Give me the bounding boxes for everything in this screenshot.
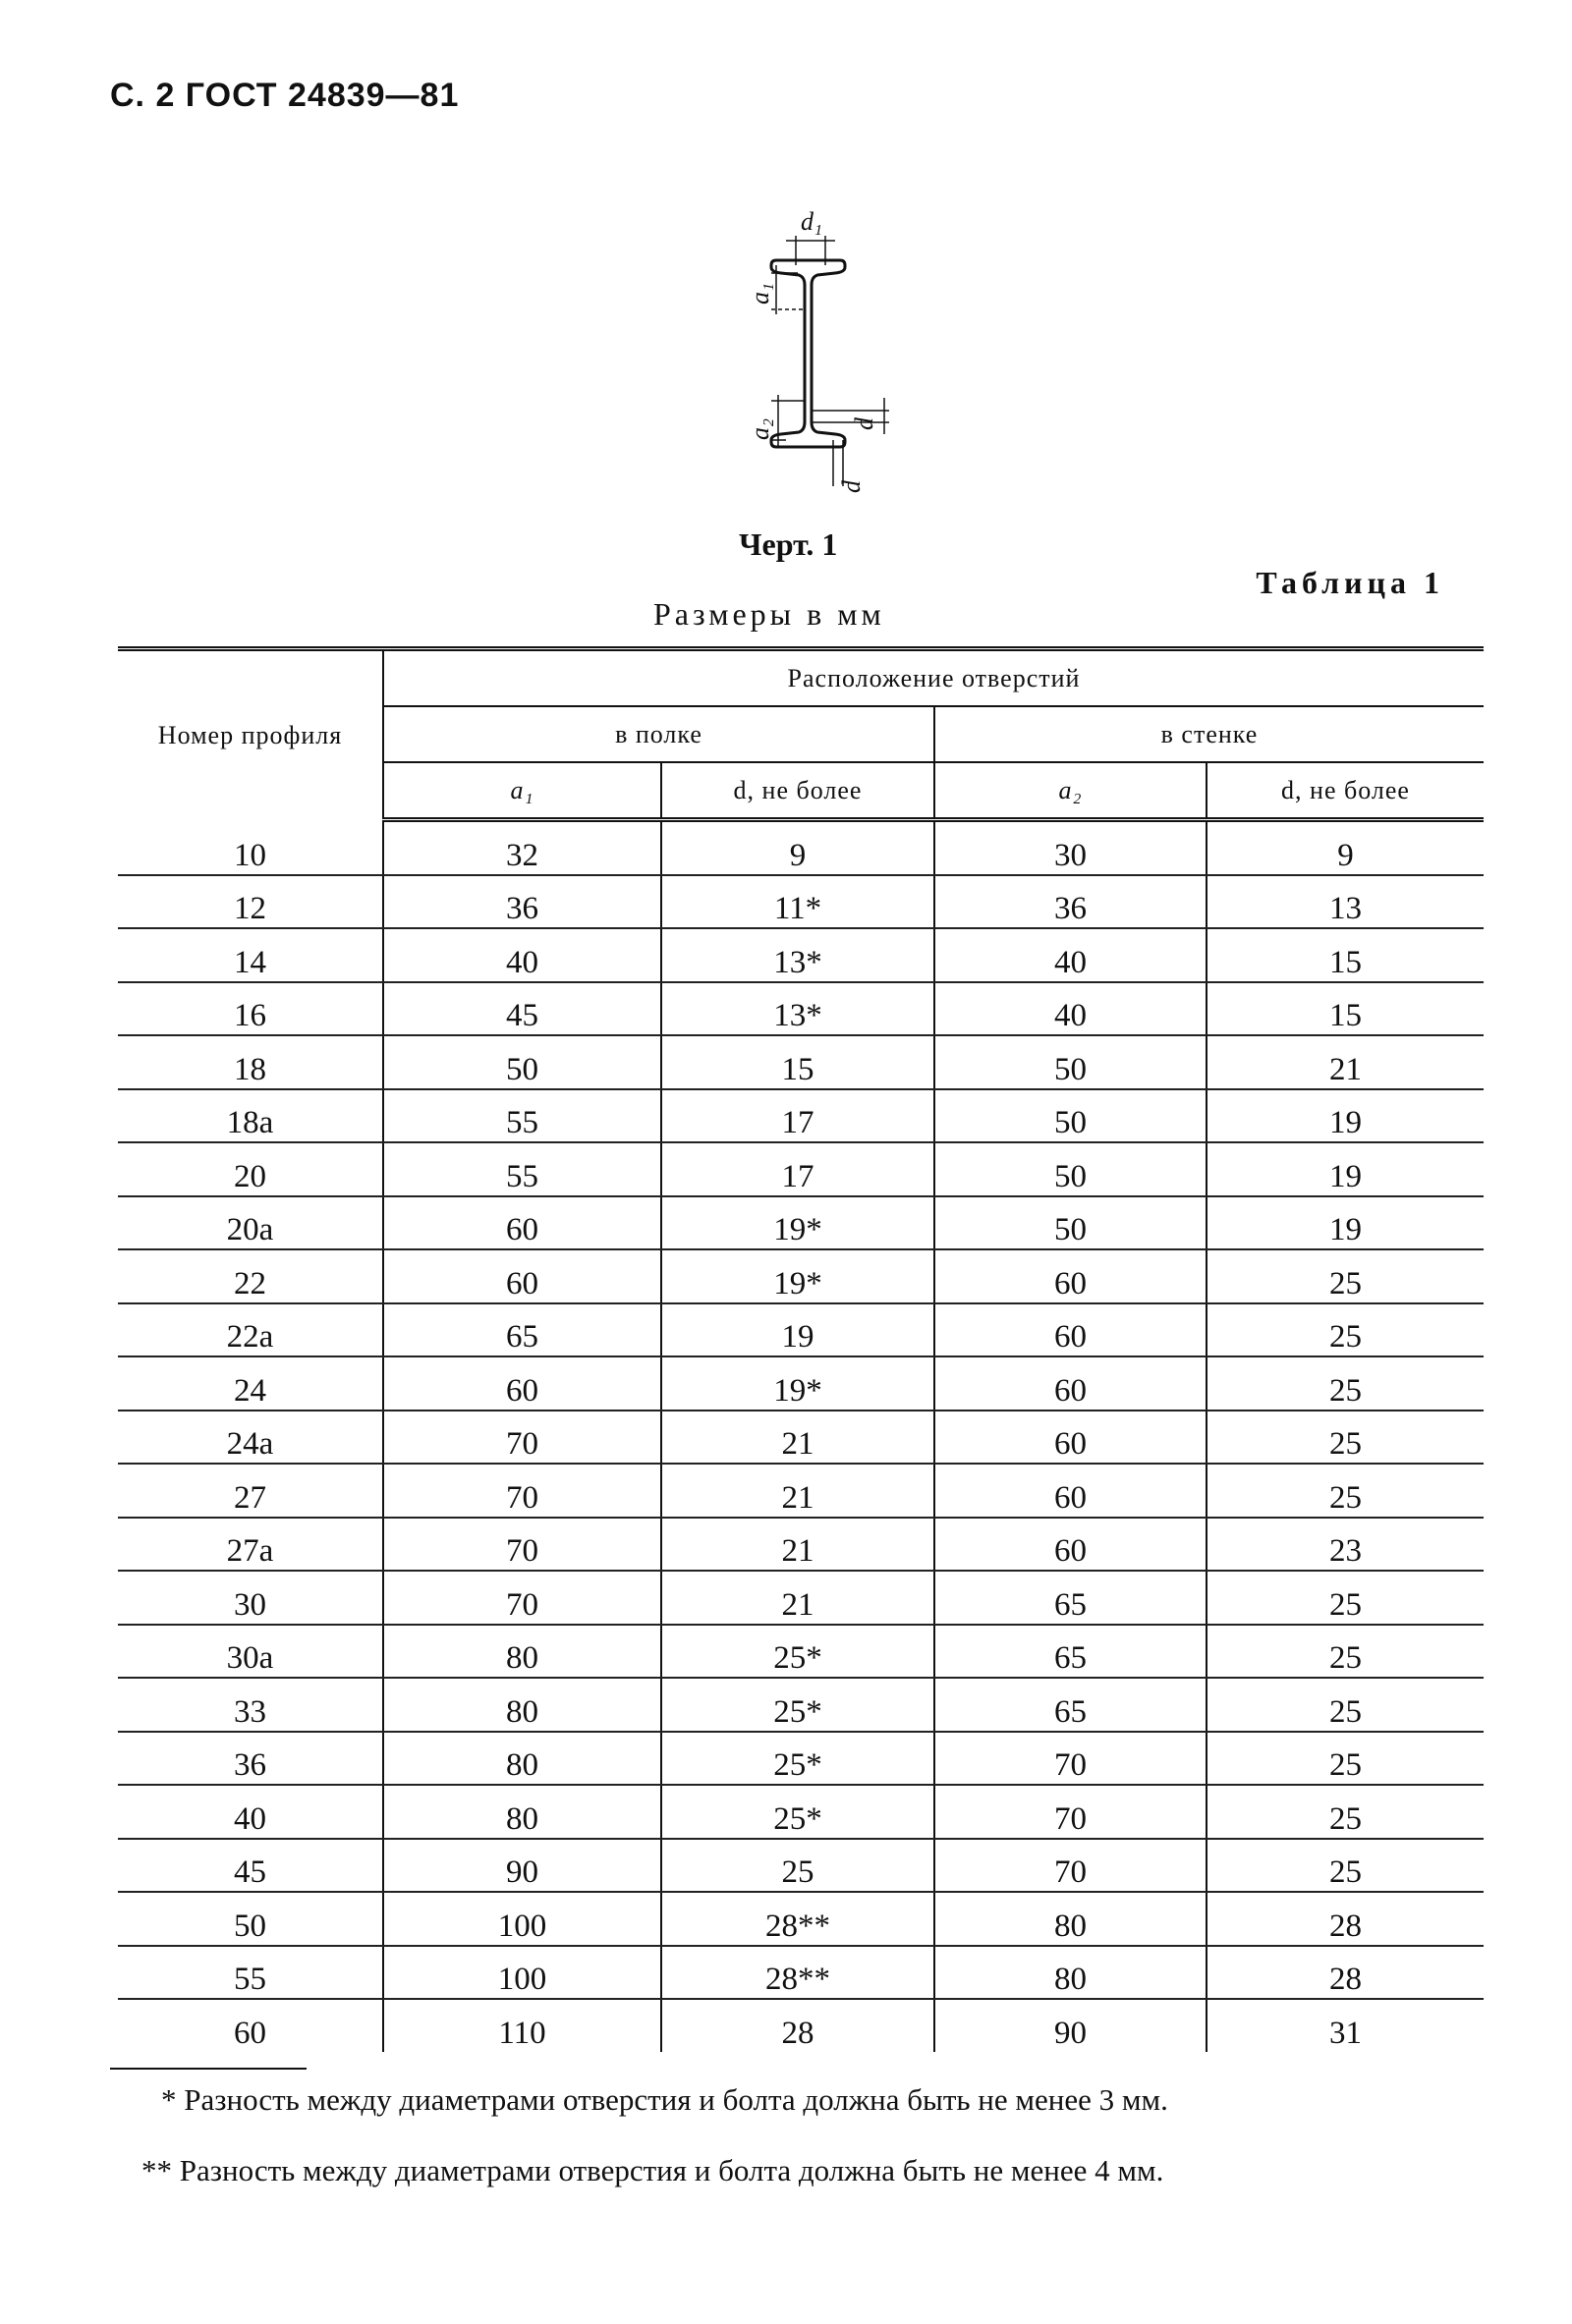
- header-d-flange: d, не более: [661, 762, 934, 820]
- cell-a2: 40: [934, 928, 1207, 982]
- footnote-1: * Разность между диаметрами отверстия и болта должна быть не менее 3 мм.: [161, 2082, 1168, 2117]
- cell-a2: 60: [934, 1356, 1207, 1411]
- cell-profile: 10: [118, 820, 383, 875]
- cell-a2: 36: [934, 875, 1207, 929]
- table-row: [118, 982, 1484, 1036]
- cell-profile: 22: [118, 1249, 383, 1303]
- cell-profile: 27а: [118, 1518, 383, 1572]
- cell-d-flange: 19: [661, 1303, 934, 1357]
- table-row: [118, 1303, 1484, 1357]
- cell-d-web: 15: [1207, 982, 1484, 1036]
- cell-profile: 60: [118, 1999, 383, 2052]
- table-row: [118, 1142, 1484, 1196]
- header-d-web: d, не более: [1207, 762, 1484, 820]
- table-row: [118, 1732, 1484, 1786]
- figure-caption: Черт. 1: [739, 526, 838, 562]
- table-row: [118, 1518, 1484, 1572]
- cell-a2: 60: [934, 1411, 1207, 1465]
- cell-a1: 65: [383, 1303, 661, 1357]
- cell-a1: 70: [383, 1411, 661, 1465]
- cell-a2: 30: [934, 820, 1207, 875]
- cell-a1: 60: [383, 1249, 661, 1303]
- cell-profile: 24: [118, 1356, 383, 1411]
- cell-d-web: 25: [1207, 1464, 1484, 1518]
- cell-d-flange: 21: [661, 1571, 934, 1625]
- table-units: Размеры в мм: [653, 596, 885, 632]
- cell-a2: 70: [934, 1785, 1207, 1839]
- cell-profile: 24а: [118, 1411, 383, 1465]
- cell-profile: 14: [118, 928, 383, 982]
- cell-d-flange: 21: [661, 1518, 934, 1572]
- label-d-web: d: [850, 417, 878, 430]
- cell-a2: 40: [934, 982, 1207, 1036]
- header-a1: a₁: [383, 762, 661, 820]
- cell-d-web: 23: [1207, 1518, 1484, 1572]
- cell-a2: 50: [934, 1142, 1207, 1196]
- cell-a1: 80: [383, 1785, 661, 1839]
- cell-a1: 70: [383, 1464, 661, 1518]
- cell-d-web: 25: [1207, 1839, 1484, 1893]
- table-row: [118, 1999, 1484, 2052]
- cell-d-flange: 21: [661, 1411, 934, 1465]
- cell-d-flange: 25*: [661, 1785, 934, 1839]
- cell-d-web: 25: [1207, 1303, 1484, 1357]
- footnote-2: ** Разность между диаметрами отверстия и болта должна быть не менее 4 мм.: [141, 2153, 1164, 2187]
- table-row: [118, 1892, 1484, 1946]
- cell-d-web: 28: [1207, 1946, 1484, 2000]
- table-row: [118, 1464, 1484, 1518]
- cell-d-flange: 9: [661, 820, 934, 875]
- cell-d-web: 13: [1207, 875, 1484, 929]
- footnote-divider: [110, 2068, 307, 2070]
- table-row: [118, 820, 1484, 875]
- label-d1: d₁: [801, 207, 823, 236]
- table-row: [118, 1946, 1484, 2000]
- cell-d-web: 25: [1207, 1678, 1484, 1732]
- header-web: в стенке: [934, 706, 1484, 762]
- cell-profile: 33: [118, 1678, 383, 1732]
- i-beam-drawing: [688, 187, 924, 521]
- table-row: [118, 875, 1484, 929]
- cell-a1: 36: [383, 875, 661, 929]
- cell-a2: 90: [934, 1999, 1207, 2052]
- cell-a2: 80: [934, 1946, 1207, 2000]
- cell-d-web: 25: [1207, 1625, 1484, 1679]
- cell-d-flange: 21: [661, 1464, 934, 1518]
- table-row: [118, 1678, 1484, 1732]
- cell-a1: 70: [383, 1518, 661, 1572]
- cell-a2: 60: [934, 1518, 1207, 1572]
- cell-a1: 50: [383, 1035, 661, 1089]
- cell-a1: 80: [383, 1678, 661, 1732]
- cell-profile: 27: [118, 1464, 383, 1518]
- cell-d-flange: 19*: [661, 1249, 934, 1303]
- cell-a2: 70: [934, 1732, 1207, 1786]
- label-d-flange: d: [837, 480, 866, 493]
- cell-d-web: 25: [1207, 1785, 1484, 1839]
- dimensions-table: [118, 646, 1484, 2052]
- cell-d-flange: 13*: [661, 982, 934, 1036]
- cell-a2: 50: [934, 1196, 1207, 1250]
- cell-a2: 65: [934, 1571, 1207, 1625]
- cell-profile: 18а: [118, 1089, 383, 1143]
- cell-a1: 100: [383, 1946, 661, 2000]
- label-a2: a₂: [746, 417, 774, 440]
- cell-d-web: 19: [1207, 1089, 1484, 1143]
- cell-d-flange: 19*: [661, 1356, 934, 1411]
- table-row: [118, 1785, 1484, 1839]
- cell-d-flange: 25*: [661, 1678, 934, 1732]
- cell-d-flange: 28: [661, 1999, 934, 2052]
- cell-a2: 50: [934, 1089, 1207, 1143]
- header-location: Расположение отверстий: [383, 649, 1484, 707]
- cell-a1: 55: [383, 1089, 661, 1143]
- cell-d-web: 19: [1207, 1196, 1484, 1250]
- cell-profile: 50: [118, 1892, 383, 1946]
- cell-d-web: 25: [1207, 1732, 1484, 1786]
- table-row: [118, 1196, 1484, 1250]
- table-row: [118, 1411, 1484, 1465]
- table-row: [118, 1249, 1484, 1303]
- cell-profile: 30: [118, 1571, 383, 1625]
- cell-profile: 22а: [118, 1303, 383, 1357]
- cell-d-web: 9: [1207, 820, 1484, 875]
- cell-a1: 110: [383, 1999, 661, 2052]
- cell-d-flange: 15: [661, 1035, 934, 1089]
- cell-d-web: 25: [1207, 1356, 1484, 1411]
- cell-d-web: 31: [1329, 2015, 1362, 2051]
- cell-profile: 55: [118, 1946, 383, 2000]
- cell-a1: 80: [383, 1732, 661, 1786]
- cell-profile: 36: [118, 1732, 383, 1786]
- cell-d-flange: 11*: [661, 875, 934, 929]
- cell-profile: 18: [118, 1035, 383, 1089]
- cell-a1: 40: [383, 928, 661, 982]
- cell-a1: 90: [383, 1839, 661, 1893]
- header-a2: a₂: [934, 762, 1207, 820]
- table-row: [118, 1089, 1484, 1143]
- table-row: [118, 1571, 1484, 1625]
- cell-a2: 65: [934, 1625, 1207, 1679]
- cell-a2: 65: [934, 1678, 1207, 1732]
- cell-d-flange: 17: [661, 1089, 934, 1143]
- cell-profile: 20а: [118, 1196, 383, 1250]
- cell-profile: 20: [118, 1142, 383, 1196]
- cell-a1: 60: [383, 1356, 661, 1411]
- cell-a2: 50: [934, 1035, 1207, 1089]
- cell-a2: 60: [934, 1249, 1207, 1303]
- cell-d-web: 28: [1207, 1892, 1484, 1946]
- cell-a2: 80: [934, 1892, 1207, 1946]
- cell-d-flange: 17: [661, 1142, 934, 1196]
- header-profile: Номер профиля: [118, 649, 383, 820]
- cell-profile: 16: [118, 982, 383, 1036]
- cell-d-web: 25: [1207, 1571, 1484, 1625]
- table-row: [118, 1356, 1484, 1411]
- cell-a1: 55: [383, 1142, 661, 1196]
- cell-d-flange: 28**: [661, 1892, 934, 1946]
- table-label: Таблица 1: [1256, 565, 1444, 600]
- table-row: [118, 1625, 1484, 1679]
- cell-profile: 45: [118, 1839, 383, 1893]
- cell-d-web: 19: [1207, 1142, 1484, 1196]
- cell-d-web: 15: [1207, 928, 1484, 982]
- cell-a1: 100: [383, 1892, 661, 1946]
- table-row: [118, 1839, 1484, 1893]
- cell-profile: 40: [118, 1785, 383, 1839]
- cell-a1: 32: [383, 820, 661, 875]
- cell-a2: 70: [934, 1839, 1207, 1893]
- cell-d-web: 21: [1207, 1035, 1484, 1089]
- cell-d-flange: 13*: [661, 928, 934, 982]
- page-header: С. 2 ГОСТ 24839—81: [110, 77, 460, 114]
- cell-a1: 70: [383, 1571, 661, 1625]
- cell-a2: 60: [934, 1464, 1207, 1518]
- table-row: [118, 1035, 1484, 1089]
- table-row: [118, 928, 1484, 982]
- label-a1: a₁: [746, 282, 774, 304]
- cell-d-flange: 19*: [661, 1196, 934, 1250]
- cell-profile: 30а: [118, 1625, 383, 1679]
- cell-d-flange: 25*: [661, 1732, 934, 1786]
- cell-a2: 60: [934, 1303, 1207, 1357]
- cell-d-web: 25: [1207, 1411, 1484, 1465]
- header-flange: в полке: [383, 706, 934, 762]
- cell-a1: 60: [383, 1196, 661, 1250]
- cell-a1: 80: [383, 1625, 661, 1679]
- cell-d-flange: 28**: [661, 1946, 934, 2000]
- cell-d-web: 25: [1207, 1249, 1484, 1303]
- cell-d-flange: 25*: [661, 1625, 934, 1679]
- cell-profile: 12: [118, 875, 383, 929]
- cell-a1: 45: [383, 982, 661, 1036]
- cell-d-flange: 25: [661, 1839, 934, 1893]
